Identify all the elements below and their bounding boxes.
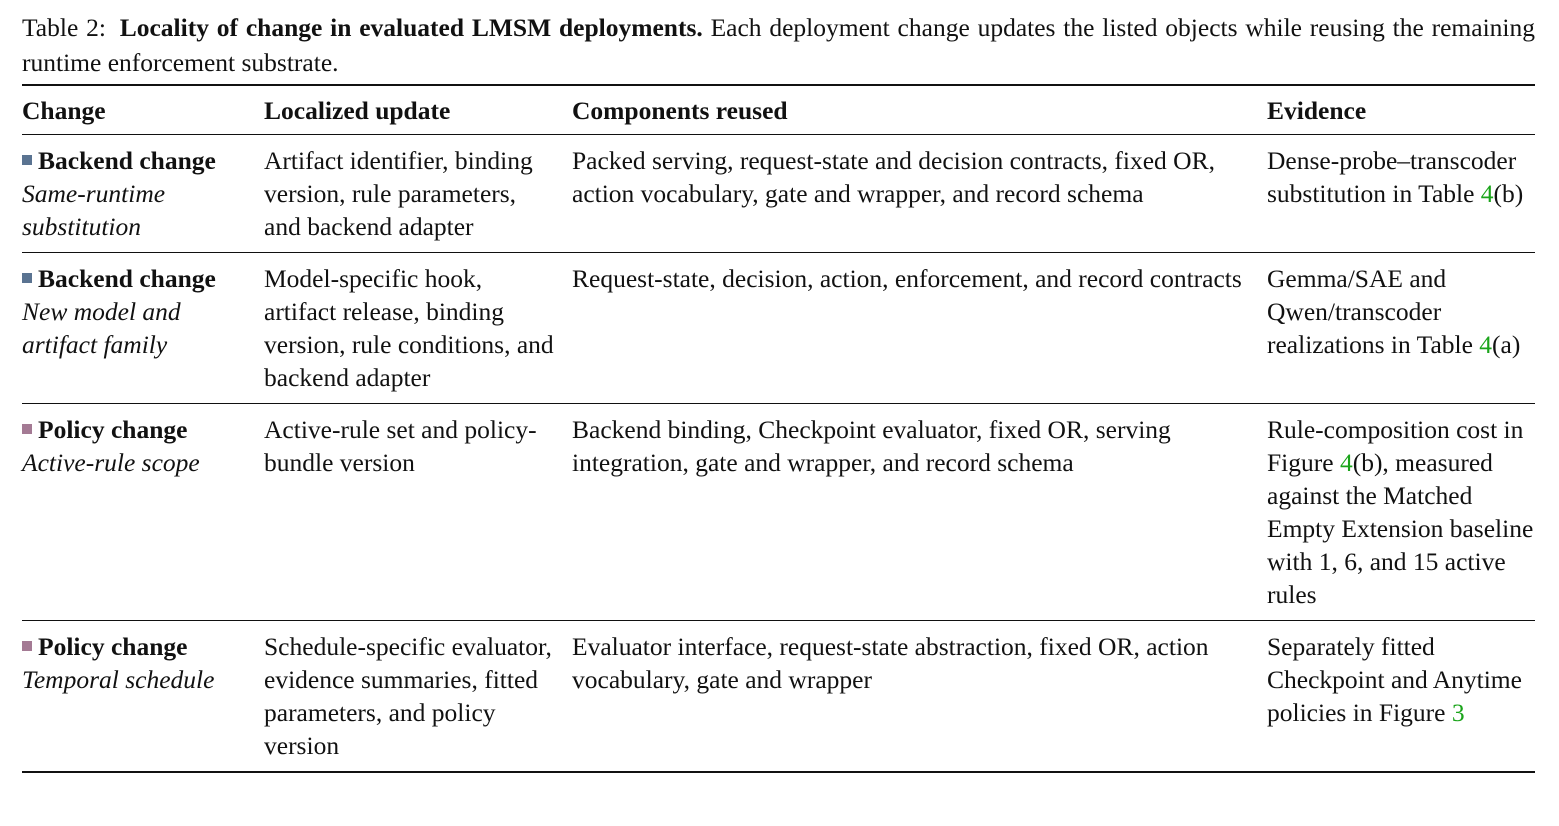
figure-ref-link[interactable]: 4 bbox=[1339, 448, 1353, 477]
locality-table bbox=[22, 84, 1535, 773]
evidence-cell: Gemma/SAE and Qwen/transcoder realizations in Table 4(a) bbox=[1267, 264, 1521, 359]
localized-cell: Schedule-specific evaluator, evidence summaries, fitted parameters, and policy version bbox=[264, 632, 552, 760]
localized-cell: Model-specific hook, artifact release, binding version, rule conditions, and backend adapter bbox=[264, 264, 554, 392]
change-type: Backend change bbox=[22, 144, 250, 177]
change-detail: Active-rule scope bbox=[22, 448, 200, 477]
header-localized: Localized update bbox=[264, 96, 451, 125]
localized-cell: Active-rule set and policy-bundle version bbox=[264, 415, 537, 477]
evidence-cell: Separately fitted Checkpoint and Anytime policies in Figure 3 bbox=[1267, 632, 1522, 727]
reused-cell: Evaluator interface, request-state abstraction, fixed OR, action vocabulary, gate and wrapper bbox=[572, 632, 1209, 694]
change-type: Policy change bbox=[22, 630, 250, 663]
caption-label: Table 2: bbox=[22, 13, 106, 42]
reused-cell: Request-state, decision, action, enforcement, and record contracts bbox=[572, 264, 1242, 293]
localized-cell: Artifact identifier, binding version, rule parameters, and backend adapter bbox=[264, 146, 533, 241]
change-detail: New model and artifact family bbox=[22, 297, 181, 359]
table-ref-link[interactable]: 4 bbox=[1480, 179, 1494, 208]
change-detail: Same-runtime substitution bbox=[22, 179, 166, 241]
evidence-cell: Dense-probe–transcoder substitution in Table 4(b) bbox=[1267, 146, 1524, 208]
table-row bbox=[22, 404, 1535, 621]
table-ref-link[interactable]: 4 bbox=[1479, 330, 1493, 359]
policy-marker-icon bbox=[22, 424, 32, 434]
caption-title: Locality of change in evaluated LMSM deployments. bbox=[119, 13, 703, 42]
table-row bbox=[22, 135, 1535, 253]
change-cell bbox=[22, 135, 264, 253]
paper-page bbox=[22, 10, 1535, 773]
header-change: Change bbox=[22, 96, 106, 125]
table-caption bbox=[22, 10, 1535, 80]
policy-marker-icon bbox=[22, 641, 32, 651]
reused-cell: Packed serving, request-state and decision contracts, fixed OR, action vocabulary, gate and wrapper, and record schema bbox=[572, 146, 1215, 208]
header-evidence: Evidence bbox=[1267, 96, 1367, 125]
change-type: Backend change bbox=[22, 262, 250, 295]
backend-marker-icon bbox=[22, 273, 32, 283]
change-type: Policy change bbox=[22, 413, 250, 446]
table-row bbox=[22, 253, 1535, 404]
change-cell bbox=[22, 621, 264, 773]
header-reused: Components reused bbox=[572, 96, 788, 125]
caption-text: Each deployment change updates the listed objects while reusing the remaining runtime enforcement substrate. bbox=[22, 13, 1536, 77]
change-cell bbox=[22, 253, 264, 404]
reused-cell: Backend binding, Checkpoint evaluator, fixed OR, serving integration, gate and wrapper, and record schema bbox=[572, 415, 1171, 477]
change-detail: Temporal schedule bbox=[22, 665, 215, 694]
table-header-row bbox=[22, 85, 1535, 135]
figure-ref-link[interactable]: 3 bbox=[1451, 698, 1465, 727]
backend-marker-icon bbox=[22, 155, 32, 165]
change-cell bbox=[22, 404, 264, 621]
evidence-cell: Rule-composition cost in Figure 4(b), measured against the Matched Empty Extension baseline with 1, 6, and 15 active rules bbox=[1267, 415, 1534, 609]
table-row bbox=[22, 621, 1535, 773]
